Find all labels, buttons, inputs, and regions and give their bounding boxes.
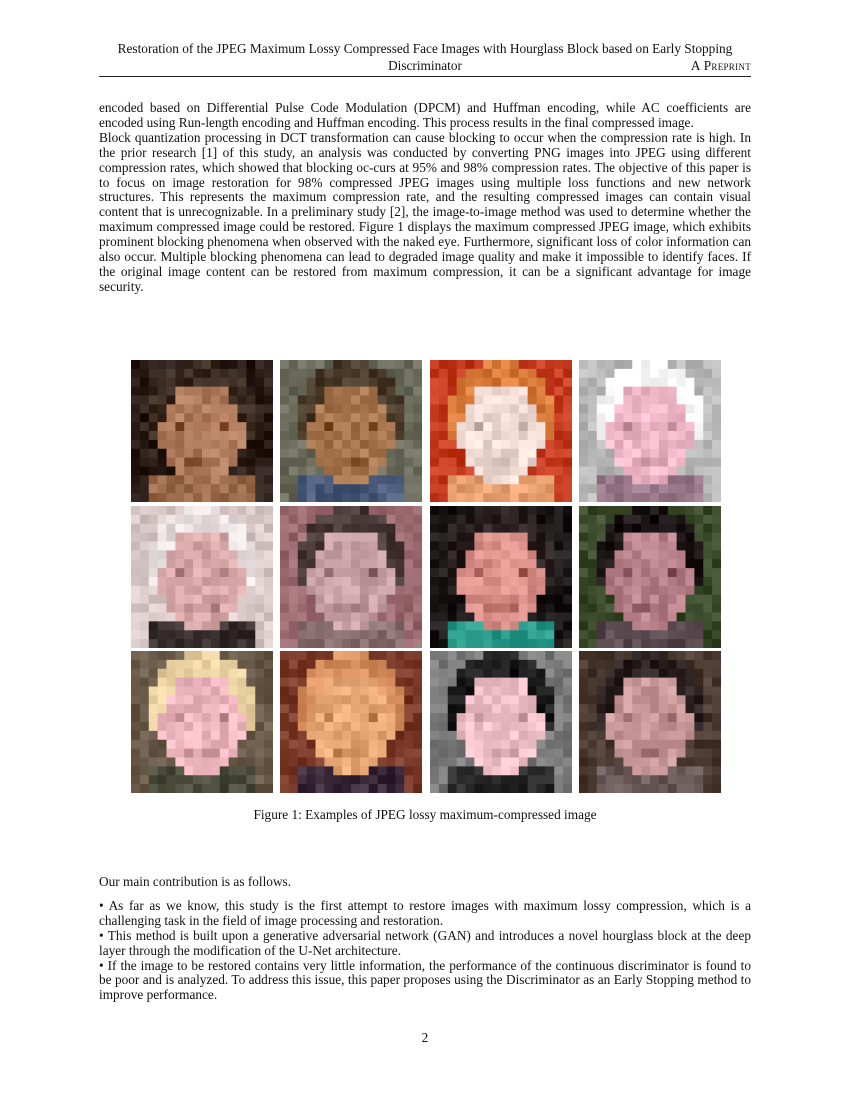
face-image-2 [280,360,422,502]
body-text [99,101,751,295]
face-image-10 [280,651,422,793]
contributions-section [99,875,751,1003]
face-image-8 [579,506,721,648]
paragraph-1: encoded based on Differential Pulse Code Modulation (DPCM) and Huffman encoding, while AC coefficients are encoded using Run-length encoding and Huffman encoding. This process results in the final compressed image. [99,100,751,130]
running-header [99,40,751,74]
page-number: 2 [421,1030,429,1045]
contribution-item-1: • As far as we know, this study is the first attempt to restore images with maximum lossy compression, which is a challenging task in the field of image processing and restoration. [99,897,751,928]
face-image-4 [579,360,721,502]
paragraph-2: Block quantization processing in DCT transformation can cause blocking to occur when the compression rate is high. In the prior research [1] of this study, an analysis was conducted by converting PNG images into JPEG using different compression rates, which showed that blocking oc-curs at 95% and 98% compression rates. The objective of this paper is to focus on image restoration for 98% compressed JPEG images using multiple loss functions and new network structures. This represents the maximum compression rate, and the resulting compressed images can contain visual content that is unrecognizable. In a preliminary study [2], the image-to-image method was used to determine whether the maximum compressed image could be restored. Figure 1 displays the maximum compressed JPEG image, which exhibits prominent blocking phenomena when observed with the naked eye. Furthermore, significant loss of color information can also occur. Multiple blocking phenomena can lead to degraded image quality and make it impossible to identify faces. If the original image content can be restored from maximum compression, it can be a significant advantage for image security. [99,129,751,294]
header-title-line2: Discriminator [388,58,462,73]
header-preprint-label: A Preprint [690,58,751,73]
face-image-6 [280,506,422,648]
face-image-7 [430,506,572,648]
face-image-5 [131,506,273,648]
face-image-11 [430,651,572,793]
header-title-line1: Restoration of the JPEG Maximum Lossy Compressed Face Images with Hourglass Block based on Early Stopping [117,41,733,56]
face-image-9 [131,651,273,793]
face-image-1 [131,360,273,502]
face-image-12 [579,651,721,793]
contribution-item-3: • If the image to be restored contains very little information, the performance of the continuous discriminator is found to be poor and is analyzed. To address this issue, this paper proposes using the Discriminator as an Early Stopping method to improve performance. [99,957,751,1003]
header-rule [99,76,751,77]
face-image-3 [430,360,572,502]
contributions-lead: Our main contribution is as follows. [99,874,292,889]
figure-caption: Figure 1: Examples of JPEG lossy maximum-compressed image [253,807,597,822]
contribution-item-2: • This method is built upon a generative adversarial network (GAN) and introduces a novel hourglass block at the deep layer through the modification of the U-Net architecture. [99,927,751,958]
figure-1-image-grid [131,360,721,793]
